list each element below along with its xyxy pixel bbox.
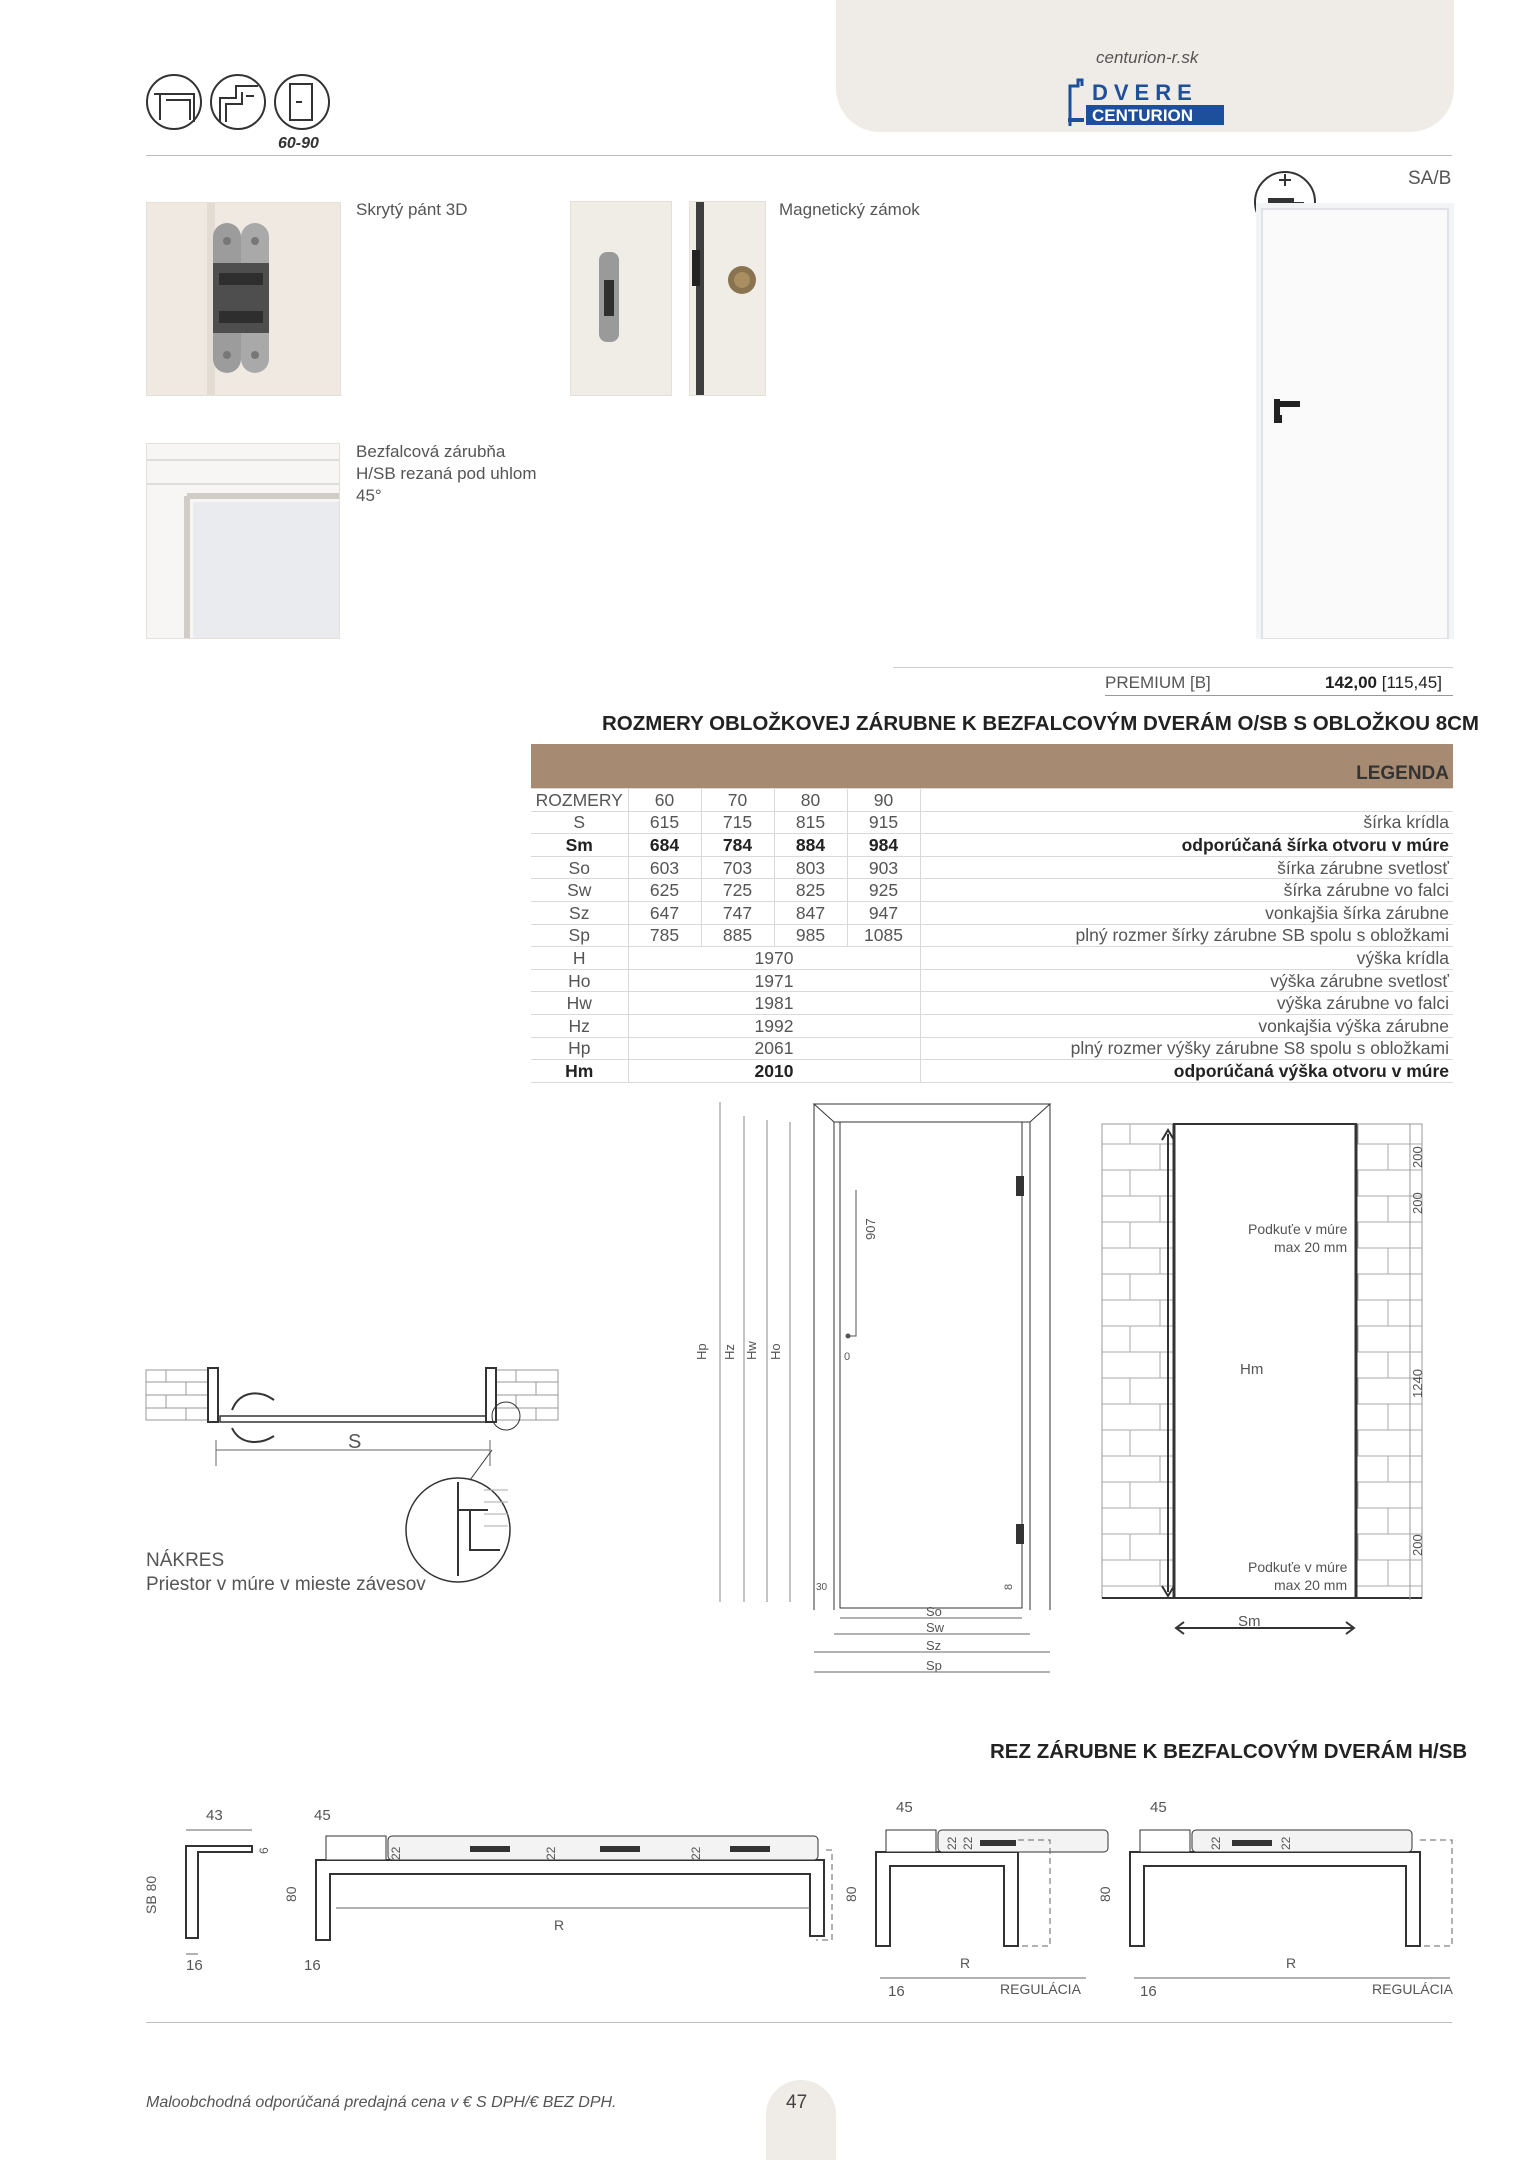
p3-22b: 22: [961, 1836, 975, 1850]
p3-16: 16: [888, 1983, 905, 2000]
row-code: Sz: [531, 901, 628, 924]
row-description: výška krídla: [920, 947, 1453, 970]
table-row: [531, 1060, 1453, 1083]
wall-1240: 1240: [1410, 1369, 1425, 1398]
row-value: 747: [701, 901, 774, 924]
p1-sb80: SB 80: [143, 1875, 159, 1914]
price-value: [1325, 673, 1442, 693]
wall-wedge-top-max: max 20 mm: [1274, 1239, 1348, 1255]
elev-907: 907: [863, 1218, 878, 1240]
row-value: 625: [628, 879, 701, 902]
hinge-photo: [146, 202, 341, 396]
wall-opening: [1102, 1124, 1425, 1634]
table-row: [531, 969, 1453, 992]
row-code: Sp: [531, 924, 628, 947]
row-code: Ho: [531, 969, 628, 992]
row-code: Hm: [531, 1060, 628, 1083]
elev-8: 8: [1003, 1583, 1015, 1590]
section-title: REZ ZÁRUBNE K BEZFALCOVÝM DVERÁM H/SB: [990, 1740, 1468, 1763]
wall-sm: Sm: [1238, 1613, 1261, 1630]
p4-80: 80: [1097, 1886, 1113, 1902]
hinge-caption: Skrytý pánt 3D: [356, 200, 468, 219]
row-value: 2010: [628, 1060, 920, 1083]
elev-sp: Sp: [926, 1658, 942, 1673]
p3-45: 45: [896, 1799, 913, 1816]
table-row: [531, 856, 1453, 879]
row-code: Hz: [531, 1014, 628, 1037]
website-text[interactable]: centurion-r.sk: [1096, 48, 1199, 67]
row-value: 915: [847, 811, 920, 834]
table-header-row: [531, 744, 1453, 789]
row-value: 784: [701, 834, 774, 857]
row-code: H: [531, 947, 628, 970]
row-description: odporúčaná výška otvoru v múre: [920, 1060, 1453, 1083]
door-icon: [275, 75, 329, 129]
row-value: 785: [628, 924, 701, 947]
row-description: vonkajšia výška zárubne: [920, 1014, 1453, 1037]
frame-profile-icon: [211, 75, 265, 129]
frame-photo: [146, 443, 340, 639]
row-value: 903: [847, 856, 920, 879]
row-value: 984: [847, 834, 920, 857]
wall-wedge-top: Podkuťe v múre: [1248, 1221, 1348, 1237]
row-description: výška zárubne vo falci: [920, 992, 1453, 1015]
table-row: [531, 879, 1453, 902]
frame-caption-line3: 45°: [356, 486, 382, 505]
row-description: odporúčaná šírka otvoru v múre: [920, 834, 1453, 857]
p3-r: R: [960, 1955, 971, 1971]
door-elevation: [694, 1102, 1050, 1673]
table-sizes-row: [531, 789, 1453, 812]
row-value: 603: [628, 856, 701, 879]
section-profile-2: [283, 1807, 832, 1974]
row-description: šírka krídla: [920, 811, 1453, 834]
row-description: plný rozmer výšky zárubne S8 spolu s obložkami: [920, 1037, 1453, 1060]
frame-corner-icon: [147, 75, 201, 129]
p2-80: 80: [283, 1886, 299, 1902]
elev-sz: Sz: [926, 1638, 942, 1653]
door-type-icons: [146, 72, 336, 137]
wall-wedge-bottom: Podkuťe v múre: [1248, 1559, 1348, 1575]
table-row: [531, 901, 1453, 924]
elev-0: 0: [844, 1351, 851, 1363]
wall-200-b: 200: [1410, 1192, 1425, 1214]
row-description: vonkajšia šírka zárubne: [920, 901, 1453, 924]
table-row: [531, 811, 1453, 834]
door-image: [1256, 203, 1454, 644]
row-value: 1992: [628, 1014, 920, 1037]
row-code: Sw: [531, 879, 628, 902]
row-value: 715: [701, 811, 774, 834]
p2-22a: 22: [389, 1846, 403, 1860]
page-number: 47: [786, 2092, 808, 2113]
p4-16: 16: [1140, 1983, 1157, 2000]
p1-6: 6: [257, 1847, 271, 1854]
p2-22b: 22: [544, 1846, 558, 1860]
size-range: 60-90: [278, 135, 319, 152]
p2-45: 45: [314, 1807, 331, 1824]
frame-caption-line2: H/SB rezaná pod uhlom: [356, 464, 537, 483]
elev-hw: Hw: [744, 1341, 759, 1360]
table-row: [531, 947, 1453, 970]
price-gross: 142,00: [1325, 673, 1377, 692]
elev-sw: Sw: [926, 1620, 945, 1635]
section-profile-4: [1097, 1799, 1454, 2000]
wall-wedge-bottom-max: max 20 mm: [1274, 1577, 1348, 1593]
table-row: [531, 992, 1453, 1015]
elev-30: 30: [816, 1582, 828, 1593]
p4-45: 45: [1150, 1799, 1167, 1816]
section-profile-3: [843, 1799, 1108, 2000]
size-70: 70: [701, 789, 774, 812]
sizes-header: ROZMERY: [531, 789, 628, 812]
row-value: 647: [628, 901, 701, 924]
header-divider: [146, 155, 1452, 156]
row-value: 684: [628, 834, 701, 857]
p2-r: R: [554, 1917, 565, 1933]
plan-s-label: S: [348, 1431, 362, 1453]
p4-22b: 22: [1279, 1836, 1293, 1850]
row-value: 1971: [628, 969, 920, 992]
row-value: 925: [847, 879, 920, 902]
price-underline: [1105, 695, 1453, 696]
footer-note: Maloobchodná odporúčaná predajná cena v € S DPH/€ BEZ DPH.: [146, 2094, 617, 2111]
p2-16: 16: [304, 1957, 321, 1974]
row-value: 947: [847, 901, 920, 924]
row-value: 815: [774, 811, 847, 834]
frame-caption-line1: Bezfalcová zárubňa: [356, 442, 506, 461]
p3-80: 80: [843, 1886, 859, 1902]
price-divider: [893, 667, 1453, 668]
row-value: 2061: [628, 1037, 920, 1060]
row-value: 985: [774, 924, 847, 947]
legend-header: LEGENDA: [1356, 763, 1449, 784]
price-net: [115,45]: [1381, 673, 1442, 692]
elev-hz: Hz: [722, 1344, 737, 1360]
wall-200-a: 200: [1410, 1146, 1425, 1168]
row-description: šírka zárubne svetlosť: [920, 856, 1453, 879]
table-row: [531, 924, 1453, 947]
price-label: PREMIUM [B]: [1105, 673, 1211, 692]
size-90: 90: [847, 789, 920, 812]
table-row: [531, 1037, 1453, 1060]
row-value: 884: [774, 834, 847, 857]
section-drawings: [140, 1790, 1460, 2010]
table-row: [531, 834, 1453, 857]
p3-regulacia: REGULÁCIA: [1000, 1981, 1081, 1997]
p3-22a: 22: [945, 1836, 959, 1850]
nakres-title: NÁKRES: [146, 1550, 225, 1571]
magnetic-lock-photo: [570, 201, 672, 396]
row-value: 1981: [628, 992, 920, 1015]
lock-handle-photo: [689, 201, 766, 396]
elev-ho: Ho: [768, 1343, 783, 1360]
row-value: 703: [701, 856, 774, 879]
row-description: výška zárubne svetlosť: [920, 969, 1453, 992]
row-value: 885: [701, 924, 774, 947]
p4-r: R: [1286, 1955, 1297, 1971]
table-row: [531, 1014, 1453, 1037]
row-value: 1085: [847, 924, 920, 947]
row-code: S: [531, 811, 628, 834]
row-code: So: [531, 856, 628, 879]
wall-200-c: 200: [1410, 1534, 1425, 1556]
row-value: 825: [774, 879, 847, 902]
nakres-subtitle: Priestor v múre v mieste závesov: [146, 1574, 426, 1595]
wall-hm: Hm: [1240, 1361, 1264, 1378]
p2-22c: 22: [689, 1846, 703, 1860]
row-value: 725: [701, 879, 774, 902]
footer-divider: [146, 2022, 1452, 2023]
row-code: Hw: [531, 992, 628, 1015]
row-value: 1970: [628, 947, 920, 970]
p1-16: 16: [186, 1957, 203, 1974]
size-80: 80: [774, 789, 847, 812]
row-value: 847: [774, 901, 847, 924]
row-value: 803: [774, 856, 847, 879]
row-code: Sm: [531, 834, 628, 857]
section-profile-1: [143, 1807, 271, 1974]
elev-hp: Hp: [694, 1343, 709, 1360]
row-description: šírka zárubne vo falci: [920, 879, 1453, 902]
brand-top: DVERE: [1092, 80, 1198, 105]
p1-43: 43: [206, 1807, 223, 1824]
p4-22a: 22: [1209, 1836, 1223, 1850]
technical-drawings: [140, 1090, 1460, 1690]
p4-regulacia: REGULÁCIA: [1372, 1981, 1453, 1997]
elev-so: So: [926, 1604, 942, 1619]
door-variant: SA/B: [1408, 168, 1452, 189]
magnetic-lock-caption: Magnetický zámok: [779, 200, 920, 219]
centurion-logo: [1068, 78, 1228, 128]
brand-bottom: CENTURION: [1092, 106, 1194, 125]
row-code: Hp: [531, 1037, 628, 1060]
size-60: 60: [628, 789, 701, 812]
frame-caption: [356, 441, 537, 507]
row-description: plný rozmer šírky zárubne SB spolu s obložkami: [920, 924, 1453, 947]
dims-table-title: ROZMERY OBLOŽKOVEJ ZÁRUBNE K BEZFALCOVÝM DVERÁM O/SB S OBLOŽKOU 8CM: [602, 712, 1479, 735]
row-value: 615: [628, 811, 701, 834]
dims-table: [531, 744, 1453, 1083]
